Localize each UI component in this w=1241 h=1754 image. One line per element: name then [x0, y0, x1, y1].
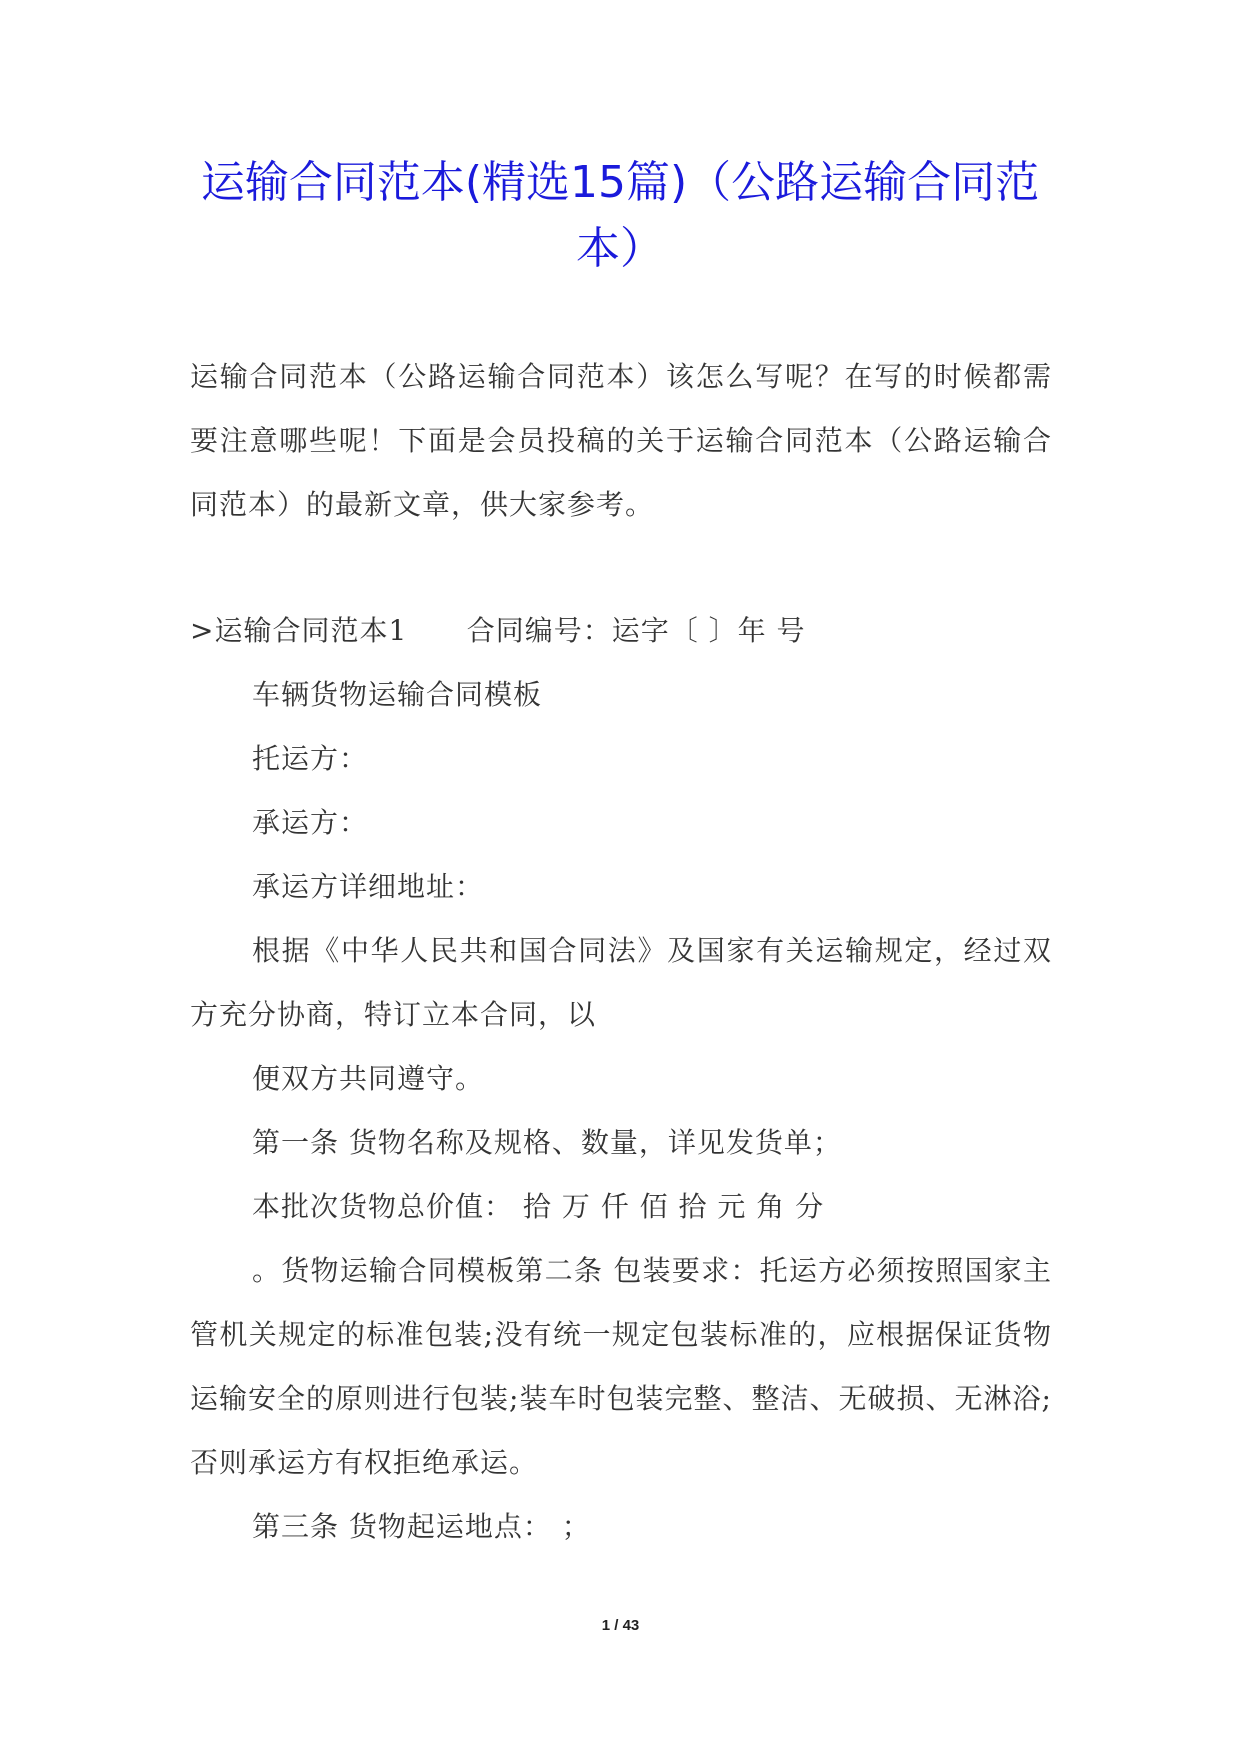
- paragraph-legal-basis: 根据《中华人民共和国合同法》及国家有关运输规定，经过双方充分协商，特订立本合同，以: [190, 934, 1052, 1031]
- paragraph-template-title: 车辆货物运输合同模板: [252, 678, 543, 711]
- paragraph-mutual-compliance: 便双方共同遵守。: [252, 1062, 485, 1095]
- paragraph-shipper: 托运方：: [252, 742, 369, 775]
- document-body: [190, 345, 1052, 1559]
- paragraph-article-3: 第三条 货物起运地点： ；: [252, 1510, 591, 1543]
- paragraph-total-value: 本批次货物总价值： 拾 万 仟 佰 拾 元 角 分: [252, 1190, 825, 1223]
- document-title: 运输合同范本(精选15篇)（公路运输合同范本）: [200, 157, 1040, 274]
- paragraph-carrier-address: 承运方详细地址：: [252, 870, 485, 903]
- intro-paragraph: 运输合同范本（公路运输合同范本）该怎么写呢？在写的时候都需要注意哪些呢！下面是会员投稿的关于运输合同范本（公路运输合同范本）的最新文章，供大家参考。: [190, 360, 1052, 521]
- section-1-header: [190, 599, 1052, 663]
- paragraph-carrier: 承运方：: [252, 806, 369, 839]
- section-1-heading: >运输合同范本1: [190, 614, 408, 647]
- paragraph-article-2: 。货物运输合同模板第二条 包装要求：托运方必须按照国家主管机关规定的标准包装;没有统一规定包装标准的，应根据保证货物运输安全的原则进行包装;装车时包装完整、整洁、无破损、无淋浴;否则承运方有权拒绝承运。: [190, 1254, 1052, 1479]
- page-indicator: 1 / 43: [601, 1617, 640, 1634]
- contract-number: 合同编号：运字〔 〕年 号: [466, 614, 806, 647]
- paragraph-article-1: 第一条 货物名称及规格、数量，详见发货单；: [252, 1126, 842, 1159]
